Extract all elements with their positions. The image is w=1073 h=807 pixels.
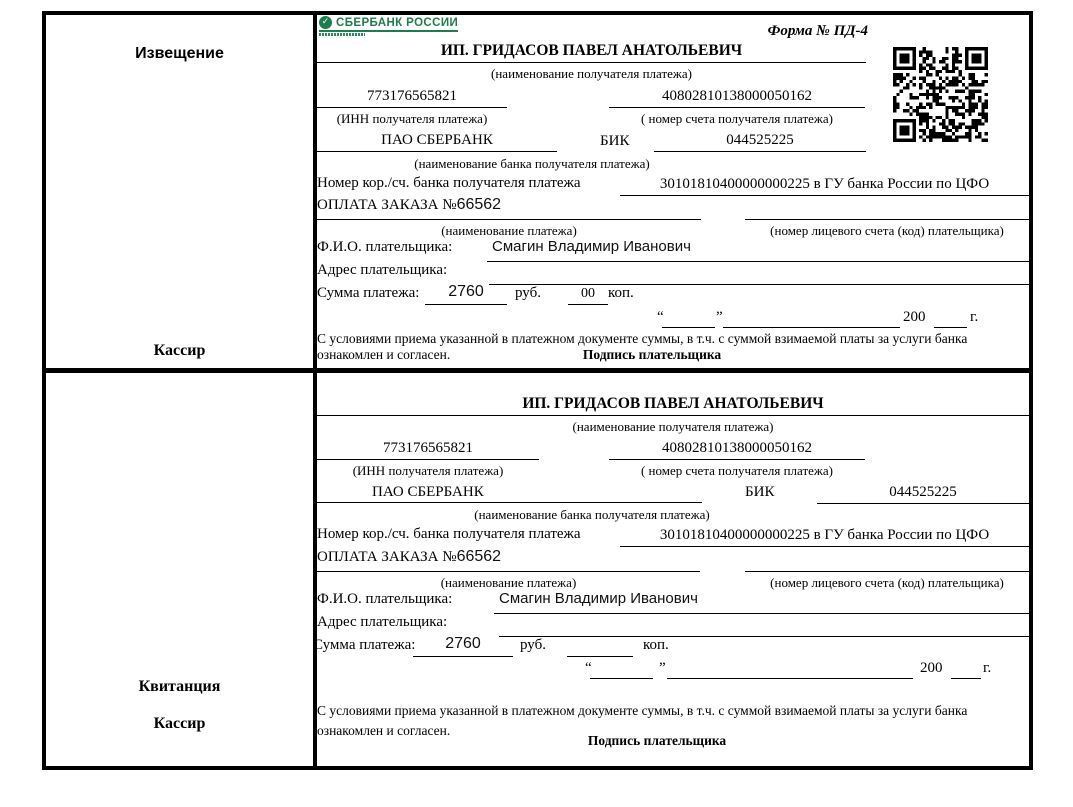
inn-value: 773176565821 — [317, 85, 507, 108]
account-hint: ( номер счета получателя платежа) — [640, 111, 834, 126]
bik-value: 044525225 — [817, 481, 1029, 504]
cashier-label-receipt: Кассир — [153, 715, 206, 732]
date-quote-close: ” — [716, 309, 723, 325]
amount-kop-line — [568, 304, 608, 305]
payer-name-value: Смагин Владимир Иванович — [492, 238, 691, 255]
terms-text-line2: ознакомлен и согласен. — [317, 347, 451, 362]
receipt-section — [313, 373, 1029, 766]
amount-rub-line — [413, 656, 513, 657]
payer-name-line — [487, 261, 1029, 262]
personal-account-hint: (номер лицевого счета (код) плательщика) — [770, 575, 1004, 590]
date-day-line — [590, 678, 653, 679]
kop-label: коп. — [643, 637, 669, 653]
purpose-prefix: ОПЛАТА ЗАКАЗА № — [317, 197, 457, 213]
kop-label: коп. — [608, 285, 634, 301]
year-label: 200 — [903, 309, 926, 325]
payee-name-hint: (наименование получателя платежа) — [491, 66, 692, 81]
inn-hint: (ИНН получателя платежа) — [336, 111, 488, 126]
payer-address-line — [489, 284, 1029, 285]
bik-label: БИК — [745, 484, 775, 500]
signature-label: Подпись плательщика — [587, 733, 727, 748]
form-outer-border — [42, 11, 1033, 770]
account-hint: ( номер счета получателя платежа) — [640, 463, 834, 478]
section-title-notice: Извещение — [135, 45, 224, 62]
qr-code — [893, 47, 988, 142]
payer-name-label: Ф.И.О. плательщика: — [317, 591, 453, 607]
account-value: 40802810138000050162 — [609, 437, 865, 460]
payer-name-value: Смагин Владимир Иванович — [499, 590, 698, 607]
personal-account-line — [745, 219, 1029, 220]
terms-text-line2: ознакомлен и согласен. — [317, 723, 451, 738]
terms-text-line1: С условиями приема указанной в платежном документе суммы, в т.ч. с суммой взимаемой платы за услуги банка — [317, 703, 968, 718]
payer-address-line — [499, 636, 1029, 637]
date-day-line — [662, 327, 715, 328]
payer-name-line — [494, 613, 1029, 614]
amount-rub-line — [425, 304, 507, 305]
rub-label: руб. — [515, 285, 541, 301]
corr-account-value: 30101810400000000225 в ГУ банка России по ЦФО — [620, 173, 1029, 196]
date-quote-close: ” — [659, 660, 666, 676]
purpose-prefix: ОПЛАТА ЗАКАЗА № — [317, 549, 457, 565]
account-value: 40802810138000050162 — [609, 85, 865, 108]
date-month-line — [723, 327, 900, 328]
corr-account-value: 30101810400000000225 в ГУ банка России по ЦФО — [620, 524, 1029, 547]
purpose-hint: (наименование платежа) — [440, 575, 577, 590]
date-quote-open: “ — [585, 660, 592, 676]
sberbank-logo-text: СБЕРБАНК РОССИИ — [336, 16, 459, 29]
payee-name: ИП. ГРИДАСОВ ПАВЕЛ АНАТОЛЬЕВИЧ — [317, 393, 1029, 416]
corr-account-label: Номер кор./сч. банка получателя платежа — [317, 175, 581, 191]
bik-value: 044525225 — [654, 129, 866, 152]
inn-hint: (ИНН получателя платежа) — [352, 463, 504, 478]
amount-rub-value: 2760 — [448, 283, 484, 300]
notice-left-cell — [46, 15, 313, 368]
year-line — [951, 678, 981, 679]
rub-label: руб. — [520, 637, 546, 653]
year-suffix: г. — [970, 309, 979, 325]
payee-name-hint: (наименование получателя платежа) — [572, 419, 774, 434]
section-title-receipt: Квитанция — [138, 678, 221, 695]
year-suffix: г. — [983, 660, 992, 676]
cashier-label-notice: Кассир — [153, 342, 206, 359]
bank-name: ПАО СБЕРБАНК — [317, 129, 557, 152]
bank-name-hint: (наименование банка получателя платежа) — [414, 156, 650, 171]
payee-name: ИП. ГРИДАСОВ ПАВЕЛ АНАТОЛЬЕВИЧ — [317, 40, 866, 63]
signature-label: Подпись плательщика — [582, 347, 722, 362]
payment-purpose — [317, 548, 501, 566]
payment-purpose — [317, 196, 501, 214]
sberbank-logo-icon: ✓ — [319, 16, 332, 29]
terms-text-line1: С условиями приема указанной в платежном документе суммы, в т.ч. с суммой взимаемой платы за услуги банка — [317, 331, 968, 346]
order-number: 66562 — [456, 196, 502, 213]
purpose-line — [317, 219, 701, 220]
payer-address-label: Адрес плательщика: — [317, 614, 448, 630]
personal-account-line — [745, 571, 1029, 572]
notice-section — [317, 15, 1029, 368]
amount-kop-line — [567, 656, 633, 657]
inn-value: 773176565821 — [317, 437, 539, 460]
bik-label: БИК — [600, 133, 630, 149]
form-title: Форма № ПД-4 — [767, 23, 868, 39]
corr-account-label: Номер кор./сч. банка получателя платежа — [317, 526, 581, 542]
personal-account-hint: (номер лицевого счета (код) плательщика) — [770, 223, 1004, 238]
payer-name-label: Ф.И.О. плательщика: — [317, 239, 453, 255]
bank-name-hint: (наименование банка получателя платежа) — [474, 507, 710, 522]
year-line — [934, 327, 967, 328]
amount-label: Сумма платежа: — [317, 285, 420, 301]
receipt-left-cell — [46, 373, 313, 766]
amount-label: Сумма платежа: — [313, 637, 416, 653]
purpose-line — [317, 571, 700, 572]
amount-rub-value: 2760 — [445, 635, 481, 652]
year-label: 200 — [920, 660, 943, 676]
order-number: 66562 — [456, 548, 502, 565]
purpose-hint: (наименование платежа) — [441, 223, 577, 238]
payer-address-label: Адрес плательщика: — [317, 262, 448, 278]
amount-kop-value: 00 — [581, 286, 595, 301]
date-quote-open: “ — [657, 309, 664, 325]
bank-name: ПАО СБЕРБАНК — [317, 481, 702, 503]
date-month-line — [667, 678, 913, 679]
